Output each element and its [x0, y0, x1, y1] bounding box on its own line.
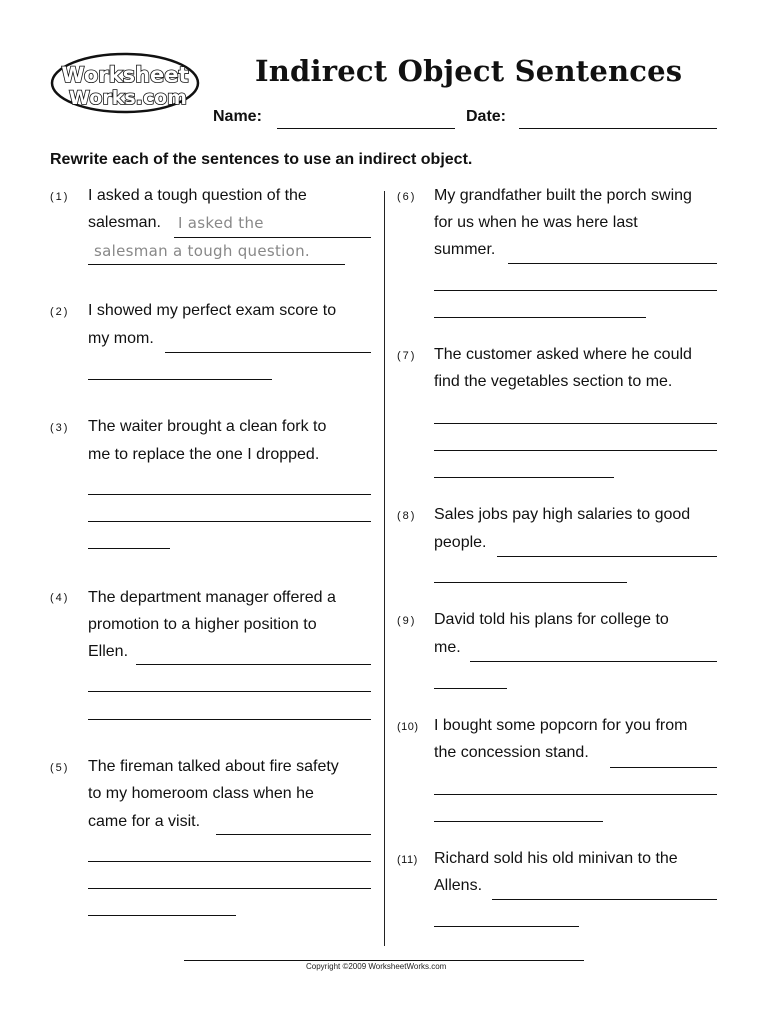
page-title: Indirect Object Sentences [255, 54, 683, 88]
answer-line[interactable] [88, 264, 345, 265]
answer-line[interactable] [434, 477, 614, 478]
problem-text-line: My grandfather built the porch swing [434, 187, 692, 204]
answer-line[interactable] [434, 688, 507, 689]
problem-number: (7) [397, 350, 417, 362]
problem-number: (6) [397, 191, 417, 203]
date-field-line[interactable] [519, 128, 717, 129]
footer-rule [184, 960, 584, 961]
problem-text-line: promotion to a higher position to [88, 616, 317, 633]
answer-line[interactable] [88, 915, 236, 916]
answer-line[interactable] [434, 290, 717, 291]
answer-line[interactable] [434, 794, 717, 795]
problem-text-line: I showed my perfect exam score to [88, 302, 337, 319]
problem-text-line: The department manager offered a [88, 589, 336, 606]
problem-number: (1) [50, 191, 70, 203]
problem-text-line: came for a visit. [88, 813, 201, 830]
answer-line[interactable] [88, 691, 371, 692]
problem-text-line: The waiter brought a clean fork to [88, 418, 327, 435]
problem-number: (8) [397, 510, 417, 522]
answer-line[interactable] [434, 317, 646, 318]
problem-text-line: summer. [434, 241, 496, 258]
problem-text-line: Richard sold his old minivan to the [434, 850, 678, 867]
problem-text-line: people. [434, 534, 487, 551]
answer-line[interactable] [136, 664, 371, 665]
answer-line[interactable] [88, 548, 170, 549]
problem-text-line: to my homeroom class when he [88, 785, 314, 802]
answer-line[interactable] [216, 834, 371, 835]
answer-line[interactable] [434, 926, 579, 927]
answer-line[interactable] [434, 423, 717, 424]
answer-line[interactable] [610, 767, 717, 768]
name-field-line[interactable] [277, 128, 455, 129]
answer-line[interactable] [174, 237, 371, 238]
answer-line[interactable] [492, 899, 717, 900]
problem-text-line: Allens. [434, 877, 483, 894]
worksheetworks-logo [50, 52, 200, 114]
logo-line1: Worksheet [61, 63, 189, 87]
answer-line[interactable] [508, 263, 717, 264]
problem-number: (10) [397, 721, 419, 733]
answer-line[interactable] [88, 521, 371, 522]
problem-text-line: The fireman talked about fire safety [88, 758, 339, 775]
problem-number: (11) [397, 854, 418, 866]
answer-line[interactable] [434, 450, 717, 451]
answer-line[interactable] [88, 719, 371, 720]
problem-text-line: for us when he was here last [434, 214, 638, 231]
problem-text-line: me to replace the one I dropped. [88, 446, 320, 463]
problem-number: (2) [50, 306, 70, 318]
problem-text-line: me. [434, 639, 461, 656]
copyright-text: Copyright ©2009 WorksheetWorks.com [306, 962, 447, 971]
problem-number: (3) [50, 422, 70, 434]
problem-text-line: I asked a tough question of the [88, 187, 307, 204]
name-label: Name: [213, 108, 262, 125]
example-answer-line: salesman a tough question. [94, 242, 310, 260]
problem-text-line: I bought some popcorn for you from [434, 717, 688, 734]
instructions: Rewrite each of the sentences to use an indirect object. [50, 151, 473, 168]
answer-line[interactable] [88, 494, 371, 495]
logo-line2: Works.com [69, 87, 187, 109]
problem-text-line: find the vegetables section to me. [434, 373, 673, 390]
answer-line[interactable] [165, 352, 371, 353]
problem-number: (5) [50, 762, 70, 774]
answer-line[interactable] [88, 888, 371, 889]
problem-number: (4) [50, 592, 70, 604]
answer-line[interactable] [88, 861, 371, 862]
problem-number: (9) [397, 615, 417, 627]
problem-text-line: my mom. [88, 330, 154, 347]
answer-line[interactable] [88, 379, 272, 380]
problem-text-line: David told his plans for college to [434, 611, 669, 628]
date-label: Date: [466, 108, 507, 125]
answer-line[interactable] [470, 661, 717, 662]
problem-text-line: salesman. [88, 214, 161, 231]
column-divider [384, 191, 385, 946]
answer-line[interactable] [434, 821, 603, 822]
example-answer-line: I asked the [178, 214, 264, 232]
problem-text-line: Sales jobs pay high salaries to good [434, 506, 691, 523]
problem-text-line: Ellen. [88, 643, 129, 660]
problem-text-line: The customer asked where he could [434, 346, 692, 363]
problem-text-line: the concession stand. [434, 744, 589, 761]
answer-line[interactable] [497, 556, 717, 557]
answer-line[interactable] [434, 582, 627, 583]
